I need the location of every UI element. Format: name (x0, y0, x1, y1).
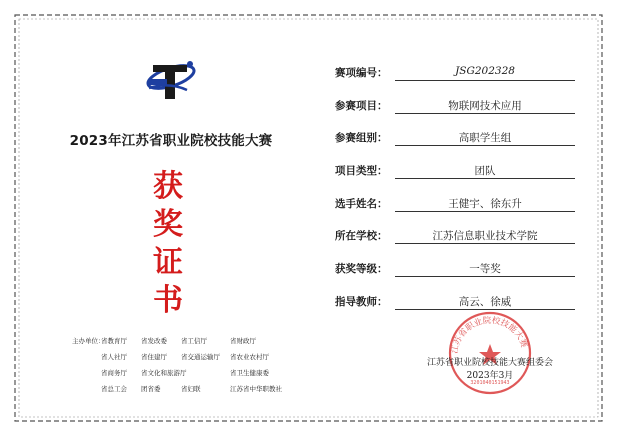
award-char: 奖 (153, 207, 183, 242)
field-project-type (335, 163, 580, 196)
organizer: 省人社厅 (101, 353, 127, 361)
organizer: 省文化和旅游厅 (141, 369, 187, 377)
organizer (181, 368, 226, 377)
field-value: 王健宇、徐东升 (448, 197, 522, 210)
competition-title: 2023年江苏省职业院校技能大赛 (69, 133, 273, 149)
organizing-committee: 江苏省职业院校技能大赛组委会 (426, 358, 553, 368)
field-label: 参赛组别： (335, 132, 388, 145)
field-value: 高职学生组 (458, 132, 512, 145)
award-char: 获 (153, 169, 183, 204)
field-label: 参赛项目： (335, 99, 388, 112)
underline (395, 243, 575, 244)
field-value: 物联网技术应用 (448, 99, 522, 112)
field-school (335, 228, 580, 261)
organizers-list (101, 336, 291, 393)
field-competition-code (335, 65, 580, 98)
official-seal-icon (447, 310, 533, 396)
field-value: 高云、徐威 (458, 295, 512, 308)
field-value: 一等奖 (469, 263, 501, 276)
seal-text: 江苏省职业院校技能大赛 (449, 315, 529, 355)
competition-logo-icon (144, 55, 198, 105)
underline (395, 80, 575, 81)
seal-number: 3201040151943 (470, 380, 510, 386)
field-award-level (335, 261, 580, 294)
organizer: 省工信厅 (181, 337, 207, 345)
organizers-label: 主办单位： (72, 337, 105, 345)
field-group (335, 130, 580, 163)
underline (395, 211, 575, 212)
organizer: 省教育厅 (101, 337, 127, 345)
organizer: 江苏省中华职教社 (230, 385, 282, 393)
field-label: 所在学校： (335, 230, 388, 243)
organizer: 省交通运输厅 (181, 353, 220, 361)
field-project (335, 98, 580, 131)
underline (395, 276, 575, 277)
organizer: 省妇联 (181, 385, 201, 393)
field-label: 项目类型： (335, 165, 388, 178)
organizer: 省农业农村厅 (230, 353, 269, 361)
underline (395, 178, 575, 179)
organizer: 省财政厅 (230, 337, 256, 345)
organizer: 省总工会 (101, 385, 127, 393)
field-label: 指导教师： (335, 295, 388, 308)
award-certificate-heading (148, 168, 188, 320)
field-label: 选手姓名： (335, 197, 388, 210)
organizer: 省商务厅 (101, 369, 127, 377)
organizer: 省住建厅 (141, 353, 167, 361)
award-char: 书 (153, 283, 183, 318)
underline (395, 145, 575, 146)
organizer: 省卫生健康委 (230, 369, 269, 377)
underline (395, 113, 575, 114)
field-value: JSG202328 (455, 65, 515, 77)
certificate-fields (335, 65, 580, 327)
field-value: 江苏信息职业技术学院 (432, 230, 538, 243)
field-value: 团队 (474, 165, 496, 178)
field-label: 赛项编号： (335, 67, 388, 79)
organizer: 省发改委 (141, 337, 167, 345)
award-char: 证 (153, 245, 183, 280)
issue-date: 2023年3月 (466, 371, 514, 381)
organizer: 团省委 (141, 385, 161, 393)
field-contestants (335, 196, 580, 229)
field-label: 获奖等级： (335, 263, 388, 276)
